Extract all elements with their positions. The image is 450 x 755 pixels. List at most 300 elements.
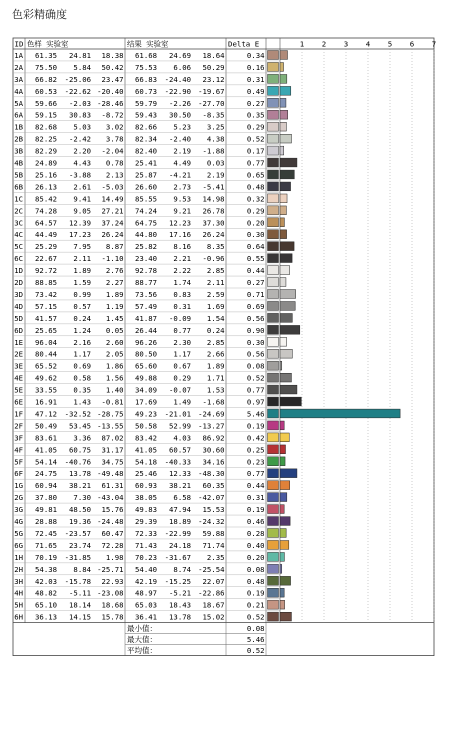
delta-bar: [280, 349, 292, 358]
result-lab-value: 0.77: [173, 325, 191, 335]
target-lab-value: -0.81: [101, 397, 124, 407]
color-swatch: [268, 170, 279, 179]
target-lab-value: 66.82: [35, 74, 57, 84]
color-swatch: [268, 86, 279, 95]
target-lab-value: -25.71: [97, 564, 124, 574]
row-id: 1C: [14, 194, 23, 204]
color-swatch: [268, 373, 279, 382]
target-lab-value: 18.38: [101, 50, 124, 60]
row-id: 5E: [14, 385, 23, 395]
axis-tick-label: 1: [299, 39, 305, 49]
row-id: 4D: [14, 301, 23, 311]
result-lab-value: 1.89: [206, 361, 225, 371]
result-lab-value: 86.92: [202, 433, 225, 443]
target-lab-value: 42.03: [35, 576, 57, 586]
result-lab-value: 65.60: [135, 361, 157, 371]
result-lab-value: 54.40: [135, 564, 157, 574]
result-lab-value: 50.29: [202, 62, 225, 72]
result-lab-value: 82.40: [135, 146, 157, 156]
result-lab-value: 0.24: [206, 325, 225, 335]
result-lab-value: 64.75: [135, 218, 157, 228]
color-swatch: [268, 564, 279, 573]
target-lab-value: -2.03: [69, 98, 91, 108]
delta-bar: [280, 576, 291, 585]
target-lab-value: 75.50: [35, 62, 57, 72]
result-lab-value: 49.83: [135, 505, 157, 515]
result-lab-value: 70.23: [135, 552, 157, 562]
row-id: 5D: [14, 313, 23, 323]
result-lab-value: 1.71: [206, 373, 225, 383]
target-lab-value: 2.13: [105, 170, 124, 180]
result-lab-value: 15.53: [202, 505, 225, 515]
color-swatch: [268, 218, 279, 227]
row-id: 6C: [14, 254, 23, 264]
target-lab-value: 72.45: [35, 528, 57, 538]
delta-e-value: 0.17: [246, 146, 265, 156]
delta-e-value: 0.08: [246, 564, 265, 574]
target-lab-value: 22.67: [35, 254, 57, 264]
row-id: 3A: [14, 74, 23, 84]
result-lab-value: 23.40: [135, 254, 157, 264]
target-lab-value: 25.65: [35, 325, 57, 335]
target-lab-value: -32.52: [64, 409, 91, 419]
result-lab-value: 26.78: [202, 206, 225, 216]
result-lab-value: -42.07: [198, 493, 225, 503]
target-lab-value: -31.85: [64, 552, 91, 562]
result-lab-value: 2.73: [173, 182, 191, 192]
delta-e-value: 0.48: [246, 576, 265, 586]
target-lab-value: 9.05: [73, 206, 91, 216]
target-lab-value: 83.61: [35, 433, 57, 443]
color-swatch: [268, 51, 279, 60]
target-lab-value: 24.89: [35, 158, 57, 168]
target-lab-value: 44.49: [35, 230, 57, 240]
result-lab-value: 2.59: [206, 289, 225, 299]
target-lab-value: 5.03: [73, 122, 91, 132]
result-lab-value: 30.60: [202, 445, 225, 455]
result-lab-value: 60.93: [135, 481, 157, 491]
target-lab-value: 31.17: [101, 445, 124, 455]
result-lab-value: -1.88: [202, 146, 225, 156]
result-lab-value: 4.49: [173, 158, 191, 168]
result-lab-value: 26.44: [135, 325, 157, 335]
result-lab-value: 2.19: [206, 170, 225, 180]
result-lab-value: -2.26: [169, 98, 191, 108]
target-lab-value: 0.35: [73, 385, 91, 395]
result-lab-value: -15.25: [164, 576, 191, 586]
target-lab-value: 1.89: [73, 266, 91, 276]
result-lab-value: 15.02: [202, 612, 225, 622]
target-lab-value: 17.23: [69, 230, 91, 240]
target-lab-value: -15.78: [64, 576, 91, 586]
delta-bar: [280, 254, 292, 263]
target-lab-value: 16.91: [35, 397, 57, 407]
target-lab-value: 2.76: [105, 266, 124, 276]
result-lab-value: 41.05: [135, 445, 157, 455]
delta-e-value: 0.42: [246, 433, 265, 443]
target-lab-value: 2.61: [73, 182, 91, 192]
axis-tick-label: 3: [343, 39, 349, 49]
header-delta-e: Delta E: [228, 39, 260, 49]
page-title: 色彩精确度: [12, 8, 67, 21]
result-lab-value: 24.18: [169, 540, 191, 550]
result-lab-value: 37.30: [202, 218, 225, 228]
target-lab-value: 80.44: [35, 349, 57, 359]
summary-label: 平均值：: [127, 646, 157, 656]
target-lab-value: 15.76: [101, 505, 124, 515]
target-lab-value: 4.43: [73, 158, 91, 168]
delta-bar: [280, 505, 284, 514]
target-lab-value: 2.27: [105, 278, 124, 287]
target-lab-value: 73.42: [35, 289, 57, 299]
result-lab-value: 18.43: [169, 600, 191, 610]
result-lab-value: 2.11: [206, 278, 225, 287]
color-swatch: [268, 576, 279, 585]
target-lab-value: 1.43: [73, 397, 91, 407]
row-id: 3C: [14, 218, 23, 228]
color-swatch: [268, 74, 279, 83]
delta-bar: [280, 409, 400, 418]
result-lab-value: 24.69: [169, 50, 191, 60]
result-lab-value: 1.49: [173, 397, 191, 407]
result-lab-value: 59.79: [135, 98, 157, 108]
result-lab-value: 73.56: [135, 289, 157, 299]
delta-e-value: 0.77: [246, 158, 265, 168]
target-lab-value: 1.89: [105, 289, 124, 299]
delta-bar: [280, 325, 300, 334]
result-lab-value: 2.19: [173, 146, 191, 156]
target-lab-value: 0.69: [73, 361, 91, 371]
result-lab-value: 9.21: [173, 206, 191, 216]
color-swatch: [268, 433, 279, 442]
result-lab-value: 34.16: [202, 457, 225, 467]
color-swatch: [268, 194, 279, 203]
target-lab-value: 60.94: [35, 481, 57, 491]
delta-e-value: 0.49: [246, 86, 265, 96]
delta-bar: [280, 302, 295, 311]
delta-bar: [280, 493, 287, 502]
delta-bar: [280, 206, 286, 215]
target-lab-value: 24.81: [69, 50, 91, 60]
target-lab-value: 70.19: [35, 552, 57, 562]
result-lab-value: 14.98: [202, 194, 225, 204]
result-lab-value: 12.23: [169, 218, 191, 228]
header-result-lab: 结果 实验室: [127, 39, 169, 49]
result-lab-value: 60.73: [135, 86, 157, 96]
result-lab-value: 30.50: [169, 110, 191, 120]
result-lab-value: 8.35: [206, 242, 225, 252]
color-swatch: [268, 457, 279, 466]
target-lab-value: -5.11: [69, 588, 91, 598]
target-lab-value: 26.24: [101, 230, 124, 240]
row-id: 3E: [14, 361, 23, 371]
delta-e-value: 0.19: [246, 421, 265, 431]
delta-bar: [280, 278, 286, 287]
delta-bar: [280, 146, 284, 155]
result-lab-value: -48.30: [198, 469, 225, 479]
delta-bar: [280, 110, 288, 119]
axis-tick-label: 6: [409, 39, 415, 49]
target-lab-value: 36.13: [35, 612, 57, 622]
target-lab-value: 0.05: [105, 325, 124, 335]
target-lab-value: 23.74: [69, 540, 91, 550]
target-lab-value: 50.42: [101, 62, 124, 72]
delta-bar: [280, 433, 289, 442]
target-lab-value: 2.60: [105, 337, 124, 347]
color-swatch: [268, 612, 279, 621]
target-lab-value: 30.83: [69, 110, 91, 120]
color-swatch: [268, 361, 279, 370]
delta-bar: [280, 230, 287, 239]
color-swatch: [268, 385, 279, 394]
target-lab-value: -28.75: [97, 409, 124, 419]
target-lab-value: 48.50: [69, 505, 91, 515]
delta-bar: [280, 63, 284, 72]
target-lab-value: 37.24: [101, 218, 124, 228]
delta-bar: [280, 266, 290, 275]
target-lab-value: 9.41: [73, 194, 91, 204]
target-lab-value: 14.49: [101, 194, 124, 204]
row-id: 5B: [14, 170, 23, 180]
target-lab-value: 49.62: [35, 373, 57, 383]
target-lab-value: 85.42: [35, 194, 57, 204]
color-swatch: [268, 325, 279, 334]
result-lab-value: 59.88: [202, 528, 225, 538]
row-id: 6H: [14, 612, 23, 622]
summary-label: 最小值：: [127, 624, 157, 634]
result-lab-value: 3.25: [206, 122, 225, 132]
result-lab-value: 0.67: [173, 361, 191, 371]
result-lab-value: 12.33: [169, 469, 191, 479]
result-lab-value: 74.24: [135, 206, 157, 216]
result-lab-value: 1.69: [206, 301, 225, 311]
target-lab-value: 8.87: [105, 242, 124, 252]
result-lab-value: 2.35: [206, 552, 225, 562]
axis-tick-label: 5: [387, 39, 393, 49]
target-lab-value: 60.53: [35, 86, 57, 96]
row-id: 2A: [14, 62, 23, 72]
target-lab-value: 71.65: [35, 540, 57, 550]
delta-e-value: 0.27: [246, 278, 265, 287]
color-swatch: [268, 266, 279, 275]
color-swatch: [268, 122, 279, 131]
delta-e-value: 0.30: [246, 230, 265, 240]
target-lab-value: 18.68: [101, 600, 124, 610]
result-lab-value: 2.85: [206, 266, 225, 276]
row-id: 2E: [14, 349, 23, 359]
delta-bar: [280, 218, 284, 227]
color-swatch: [268, 254, 279, 263]
result-lab-value: 25.87: [135, 170, 157, 180]
color-swatch: [268, 290, 279, 299]
target-lab-value: 96.04: [35, 337, 57, 347]
delta-e-value: 0.52: [246, 612, 265, 622]
target-lab-value: -40.76: [64, 457, 91, 467]
color-swatch: [268, 62, 279, 71]
result-lab-value: -5.21: [169, 588, 191, 598]
delta-bar: [280, 457, 285, 466]
delta-e-value: 0.34: [246, 50, 265, 60]
row-id: 1H: [14, 552, 23, 562]
delta-bar: [280, 158, 297, 167]
result-lab-value: -5.41: [202, 182, 225, 192]
delta-bar: [280, 397, 301, 406]
result-lab-value: 5.23: [173, 122, 191, 132]
delta-e-value: 0.46: [246, 517, 265, 526]
row-id: 4H: [14, 588, 23, 598]
result-lab-value: 25.46: [135, 469, 157, 479]
target-lab-value: 26.13: [35, 182, 57, 192]
result-lab-value: 65.03: [135, 600, 157, 610]
delta-bar: [280, 314, 292, 323]
target-lab-value: -13.55: [97, 421, 124, 431]
target-lab-value: 18.14: [69, 600, 91, 610]
result-lab-value: -2.40: [169, 134, 191, 144]
delta-bar: [280, 242, 294, 251]
target-lab-value: 0.57: [73, 301, 91, 311]
target-lab-value: 87.02: [101, 433, 124, 443]
result-lab-value: 60.57: [169, 445, 191, 455]
result-lab-value: 22.07: [202, 576, 225, 586]
result-lab-value: 44.80: [135, 230, 157, 240]
delta-e-value: 0.71: [246, 289, 265, 299]
result-lab-value: 2.66: [206, 349, 225, 359]
delta-e-value: 0.25: [246, 445, 265, 455]
target-lab-value: 74.28: [35, 206, 57, 216]
target-lab-value: 59.15: [35, 110, 57, 120]
target-lab-value: -28.46: [97, 98, 124, 108]
result-lab-value: 1.74: [173, 278, 191, 287]
target-lab-value: 22.93: [101, 576, 124, 586]
delta-bar: [280, 469, 297, 478]
result-lab-value: -24.69: [198, 409, 225, 419]
delta-e-value: 0.30: [246, 337, 265, 347]
color-swatch: [268, 134, 279, 143]
delta-e-value: 0.20: [246, 552, 265, 562]
result-lab-value: 18.89: [169, 517, 191, 526]
target-lab-value: 24.75: [35, 469, 57, 479]
color-swatch: [268, 313, 279, 322]
result-lab-value: 17.16: [169, 230, 191, 240]
color-swatch: [268, 182, 279, 191]
color-swatch: [268, 98, 279, 107]
result-lab-value: 59.43: [135, 110, 157, 120]
color-swatch: [268, 529, 279, 538]
target-lab-value: 1.19: [105, 301, 124, 311]
result-lab-value: 66.83: [135, 74, 157, 84]
result-lab-value: 4.38: [206, 134, 225, 144]
result-lab-value: 52.99: [169, 421, 191, 431]
result-lab-value: -21.01: [164, 409, 191, 419]
result-lab-value: -22.99: [164, 528, 191, 538]
result-lab-value: -31.67: [164, 552, 191, 562]
delta-bar: [280, 373, 291, 382]
delta-e-value: 0.55: [246, 254, 265, 264]
delta-e-value: 0.32: [246, 194, 265, 204]
delta-e-value: 0.20: [246, 218, 265, 228]
row-id: 2C: [14, 206, 23, 216]
result-lab-value: 92.78: [135, 266, 157, 276]
delta-e-value: 0.19: [246, 505, 265, 515]
target-lab-value: 25.29: [35, 242, 57, 252]
target-lab-value: 1.17: [73, 349, 91, 359]
delta-e-value: 0.08: [246, 361, 265, 371]
target-lab-value: 60.75: [69, 445, 91, 455]
delta-e-value: 0.16: [246, 62, 265, 72]
target-lab-value: 64.57: [35, 218, 57, 228]
row-id: 5H: [14, 600, 23, 610]
row-id: 2F: [14, 421, 23, 431]
delta-e-value: 0.69: [246, 301, 265, 311]
color-swatch: [268, 206, 279, 215]
target-lab-value: 54.14: [35, 457, 57, 467]
color-swatch: [268, 337, 279, 346]
target-lab-value: 3.02: [105, 122, 124, 132]
target-lab-value: 1.24: [73, 325, 91, 335]
delta-bar: [280, 51, 287, 60]
row-id: 2G: [14, 493, 23, 503]
result-lab-value: 2.21: [173, 254, 191, 264]
delta-e-value: 0.27: [246, 98, 265, 108]
result-lab-value: -22.86: [198, 588, 225, 598]
target-lab-value: 13.78: [69, 469, 91, 479]
target-lab-value: 7.30: [73, 493, 91, 503]
color-swatch: [268, 469, 279, 478]
row-id: 1D: [14, 266, 23, 276]
target-lab-value: 25.16: [35, 170, 57, 180]
result-lab-value: -25.54: [198, 564, 225, 574]
target-lab-value: 72.28: [101, 540, 124, 550]
delta-bar: [280, 170, 294, 179]
result-lab-value: 96.26: [135, 337, 157, 347]
result-lab-value: 82.66: [135, 122, 157, 132]
axis-tick-label: 4: [365, 39, 371, 49]
target-lab-value: 59.66: [35, 98, 57, 108]
result-lab-value: 42.19: [135, 576, 157, 586]
target-lab-value: 65.10: [35, 600, 57, 610]
color-swatch: [268, 349, 279, 358]
delta-e-value: 0.31: [246, 493, 265, 503]
result-lab-value: -0.96: [202, 254, 225, 264]
target-lab-value: 23.47: [101, 74, 124, 84]
result-lab-value: 2.85: [206, 337, 225, 347]
target-lab-value: -1.10: [101, 254, 124, 264]
result-lab-value: 2.30: [173, 337, 191, 347]
target-lab-value: -8.72: [101, 110, 124, 120]
delta-e-value: 0.97: [246, 397, 265, 407]
target-lab-value: 34.75: [101, 457, 124, 467]
target-lab-value: -43.04: [97, 493, 124, 503]
target-lab-value: 12.39: [69, 218, 91, 228]
result-lab-value: 71.74: [202, 540, 225, 550]
target-lab-value: 2.05: [105, 349, 124, 359]
color-swatch: [268, 505, 279, 514]
row-id: 3G: [14, 505, 23, 515]
result-lab-value: -13.27: [198, 421, 225, 431]
delta-e-value: 0.29: [246, 122, 265, 132]
color-swatch: [268, 493, 279, 502]
result-lab-value: 83.42: [135, 433, 157, 443]
delta-e-value: 0.21: [246, 600, 265, 610]
delta-bar: [280, 481, 290, 490]
row-id: 4E: [14, 373, 23, 383]
delta-e-value: 0.28: [246, 528, 265, 538]
row-id: 6B: [14, 182, 23, 192]
result-lab-value: 49.88: [135, 373, 157, 383]
target-lab-value: 5.84: [73, 62, 91, 72]
delta-bar: [280, 194, 287, 203]
target-lab-value: 61.35: [35, 50, 57, 60]
